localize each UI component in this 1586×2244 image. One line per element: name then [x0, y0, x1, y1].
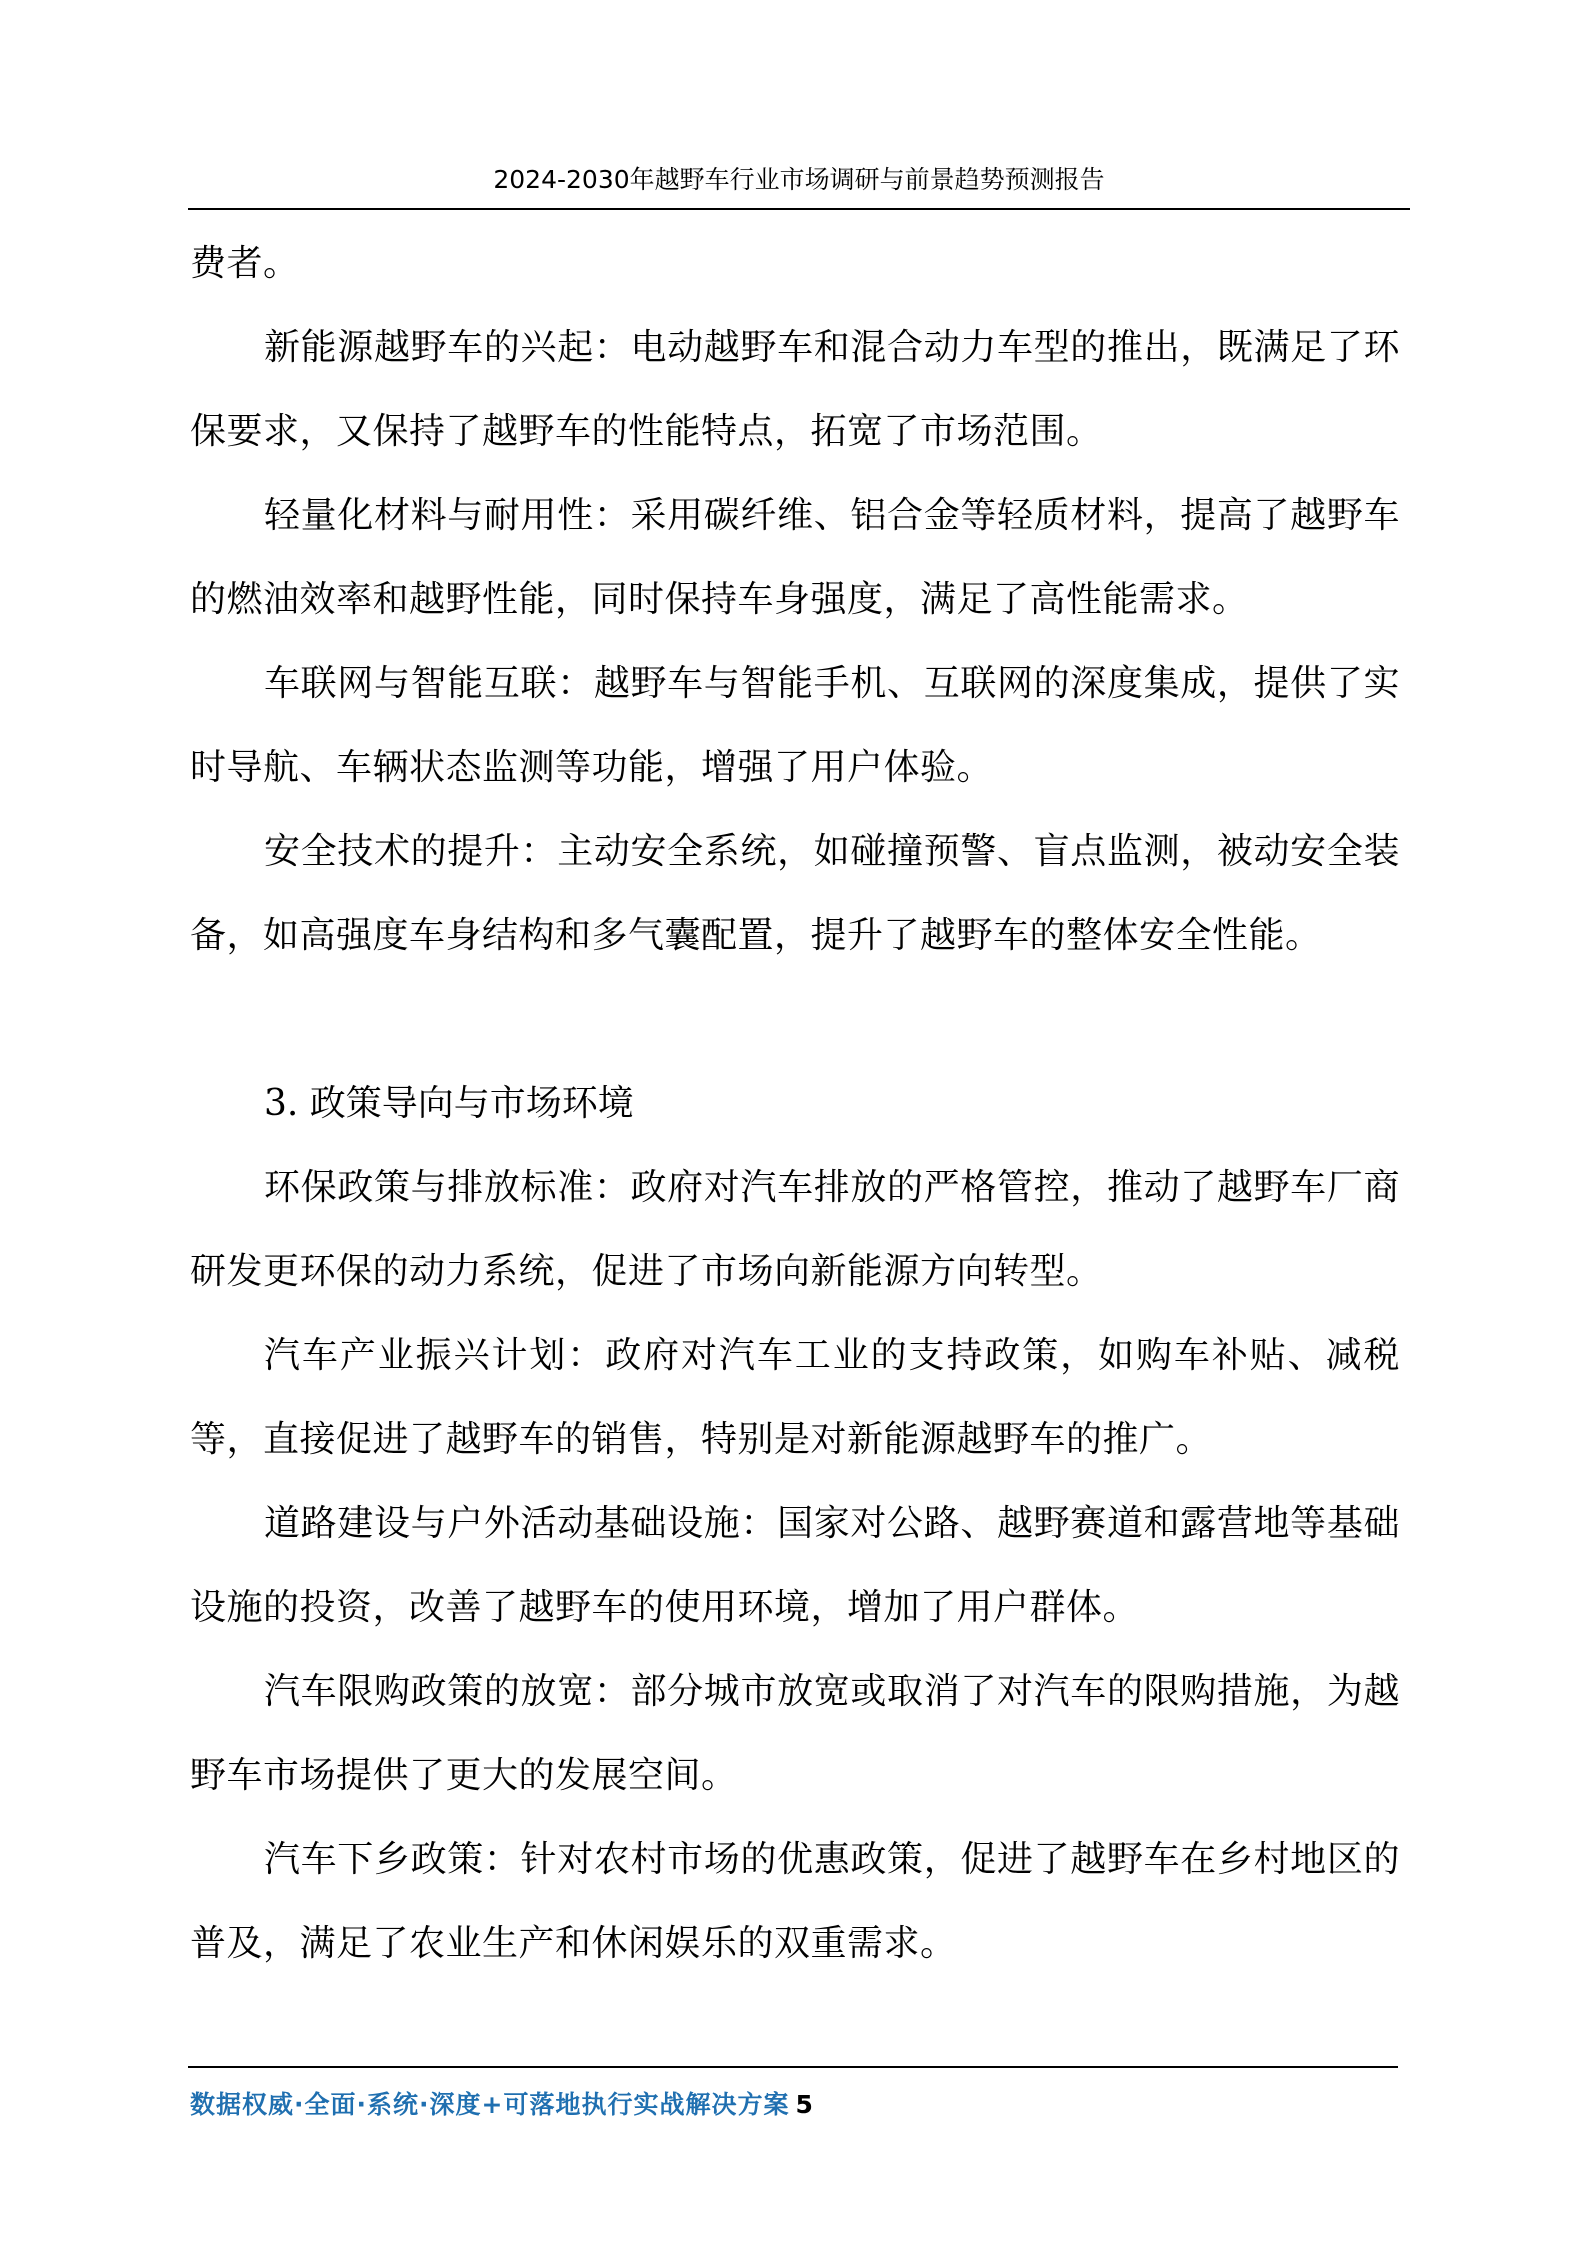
paragraph-safety-tech: 安全技术的提升：主动安全系统，如碰撞预警、盲点监测，被动安全装备，如高强度车身结构和多气囊配置，提升了越野车的整体安全性能。 [190, 831, 1400, 956]
section-heading: 3. 政策导向与市场环境 [264, 1083, 634, 1124]
header-divider [188, 208, 1410, 210]
footer-tagline: 数据权威·全面·系统·深度+可落地执行实战解决方案 [190, 2090, 790, 2119]
paragraph-new-energy: 新能源越野车的兴起：电动越野车和混合动力车型的推出，既满足了环保要求，又保持了越野车的性能特点，拓宽了市场范围。 [190, 327, 1400, 452]
paragraph-purchase-restriction: 汽车限购政策的放宽：部分城市放宽或取消了对汽车的限购措施，为越野车市场提供了更大的发展空间。 [190, 1671, 1400, 1796]
document-body [190, 222, 1400, 1986]
paragraph-industry-revitalization: 汽车产业振兴计划：政府对汽车工业的支持政策，如购车补贴、减税等，直接促进了越野车的销售，特别是对新能源越野车的推广。 [190, 1335, 1400, 1460]
paragraph-infrastructure: 道路建设与户外活动基础设施：国家对公路、越野赛道和露营地等基础设施的投资，改善了越野车的使用环境，增加了用户群体。 [190, 1503, 1400, 1628]
page-footer [190, 2088, 814, 2122]
paragraph-emission-policy: 环保政策与排放标准：政府对汽车排放的严格管控，推动了越野车厂商研发更环保的动力系统，促进了市场向新能源方向转型。 [190, 1167, 1400, 1292]
paragraph-rural-policy: 汽车下乡政策：针对农村市场的优惠政策，促进了越野车在乡村地区的普及，满足了农业生产和休闲娱乐的双重需求。 [190, 1839, 1400, 1964]
footer-divider [188, 2066, 1398, 2068]
paragraph-connected-car: 车联网与智能互联：越野车与智能手机、互联网的深度集成，提供了实时导航、车辆状态监测等功能，增强了用户体验。 [190, 663, 1400, 788]
page-header-title: 2024-2030年越野车行业市场调研与前景趋势预测报告 [493, 165, 1105, 194]
paragraph-continuation: 费者。 [190, 243, 300, 284]
page-number: 5 [795, 2090, 814, 2119]
paragraph-lightweight-materials: 轻量化材料与耐用性：采用碳纤维、铝合金等轻质材料，提高了越野车的燃油效率和越野性能，同时保持车身强度，满足了高性能需求。 [190, 495, 1400, 620]
